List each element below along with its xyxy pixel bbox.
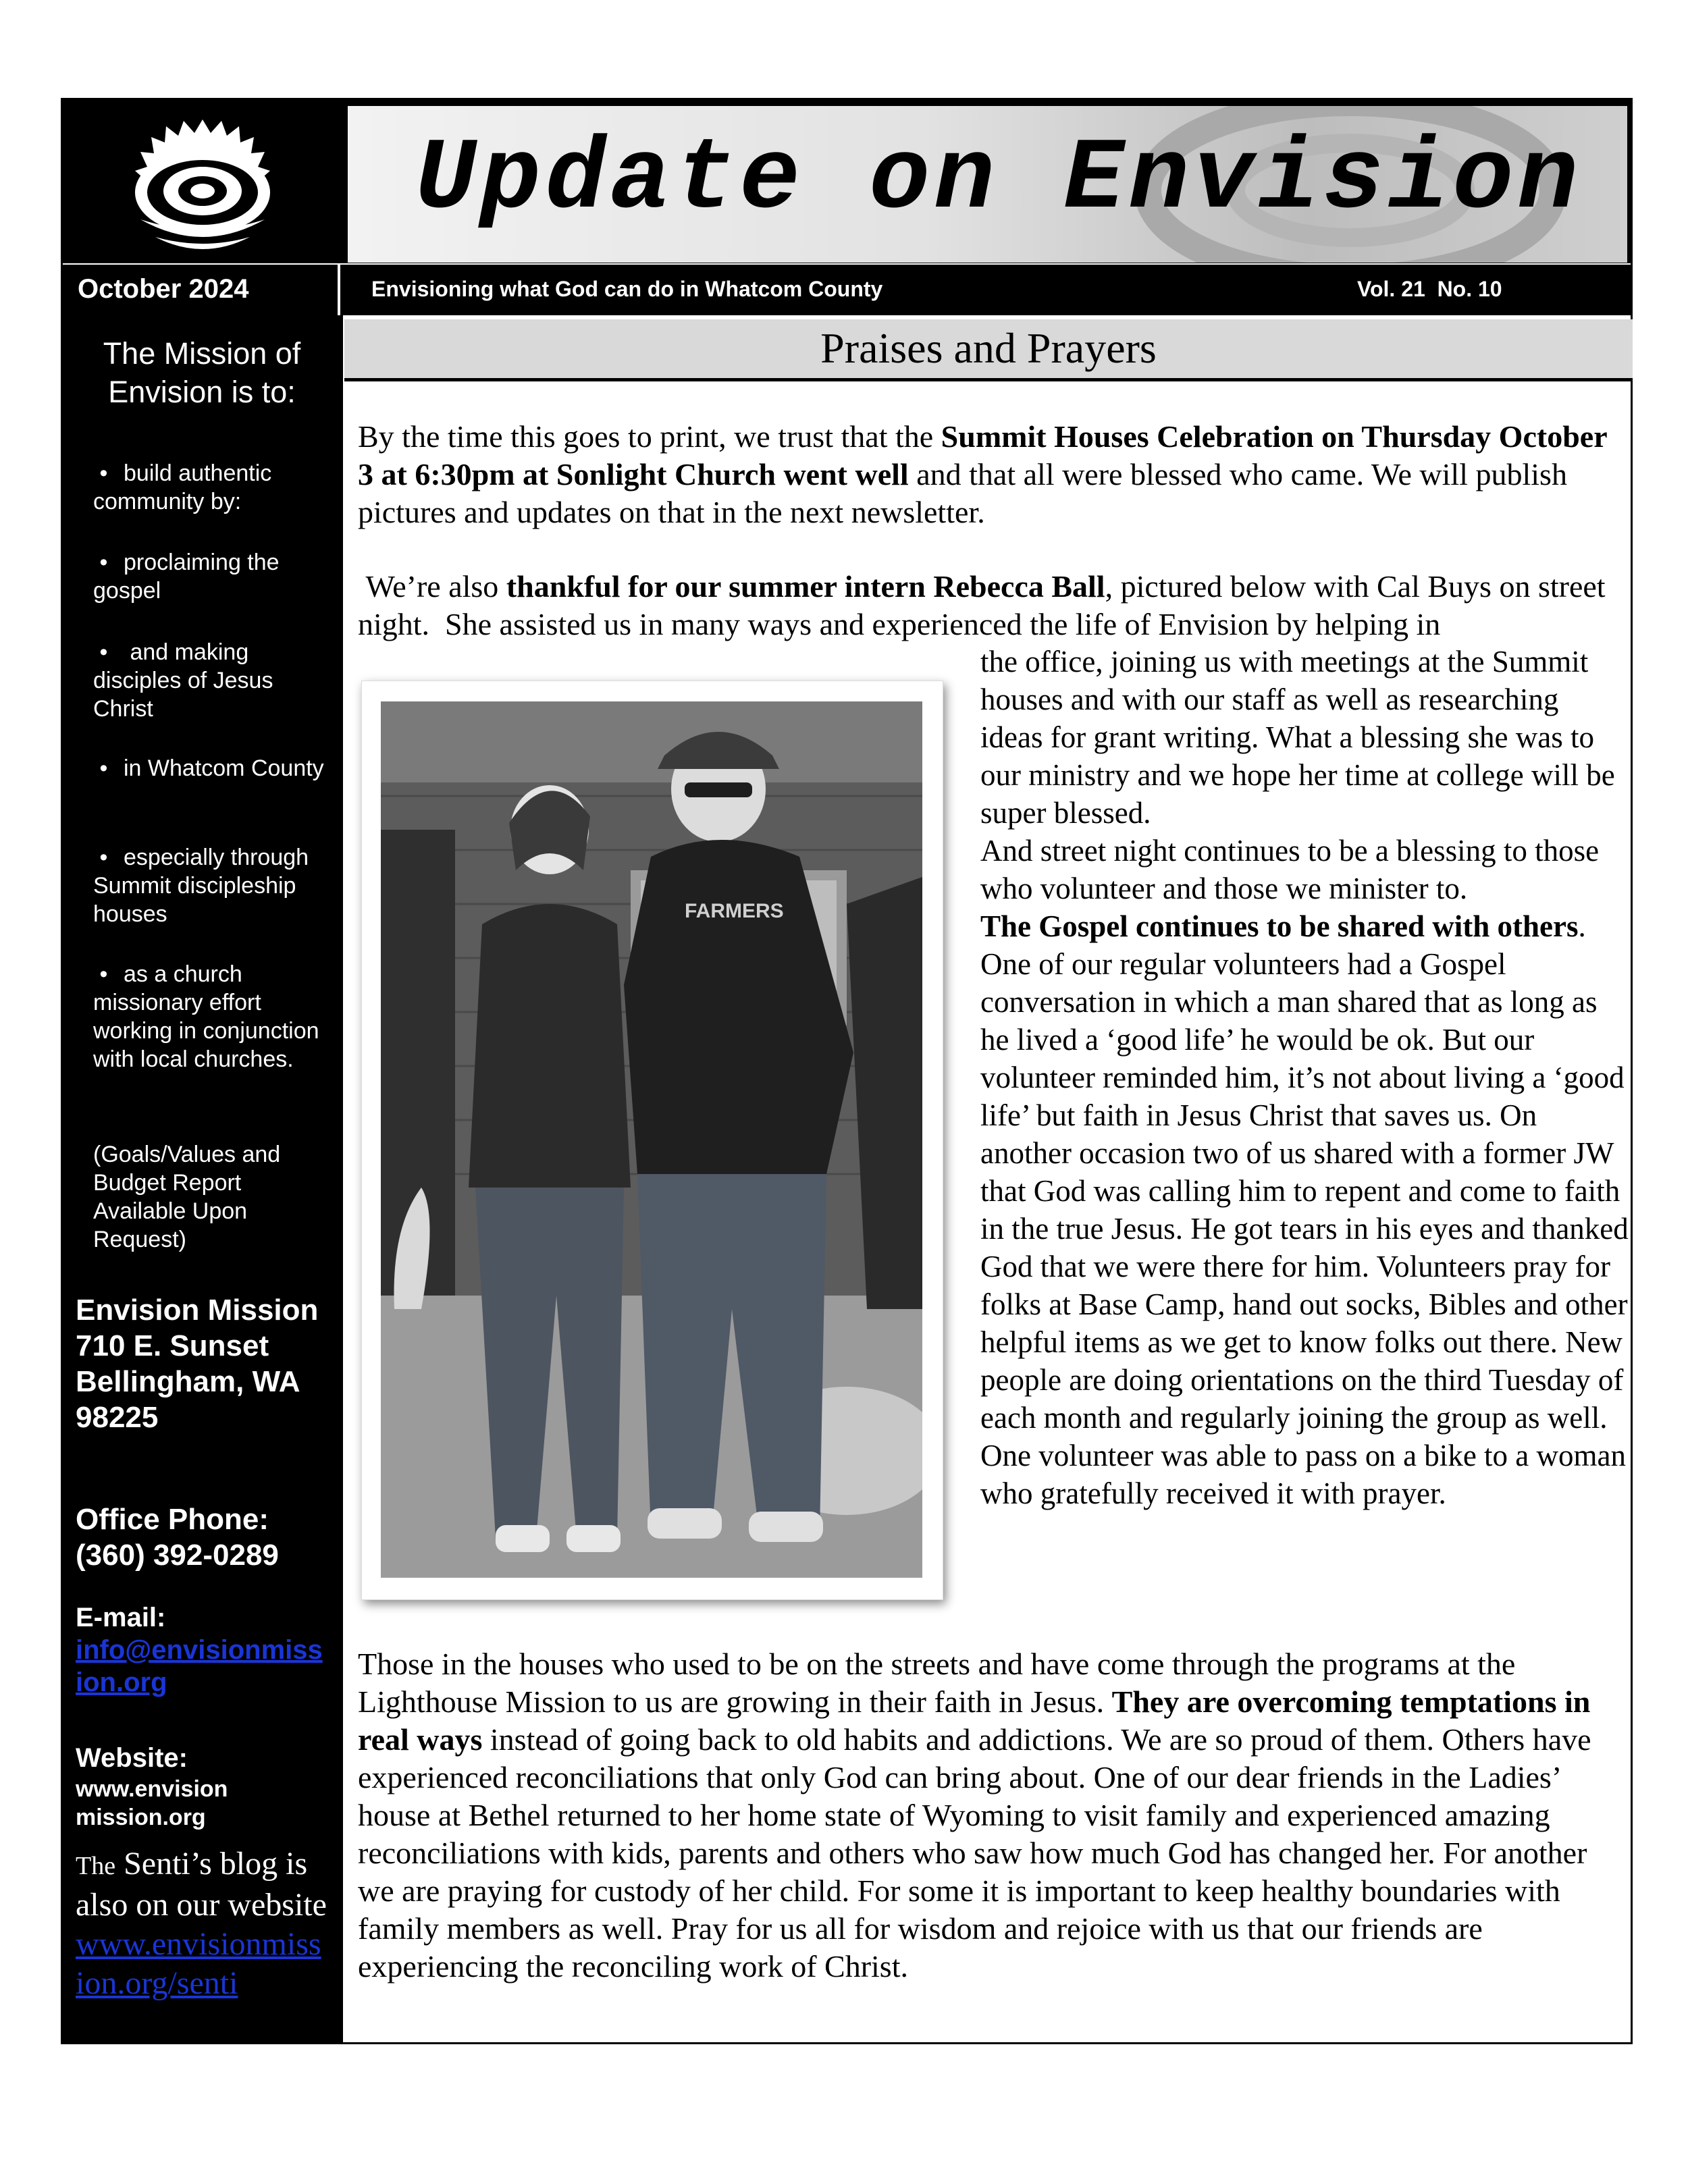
bullet-icon: •: [93, 639, 108, 665]
shirt-lettering: FARMERS: [685, 900, 784, 922]
photo-illustration-icon: [381, 701, 922, 1578]
mission-item: • and making disciples of Jesus Christ: [93, 639, 273, 722]
tagline: Envisioning what God can do in Whatcom County: [371, 277, 883, 301]
paragraph-right-column: the office, joining us with meetings at the Summit houses and with our staff as well as researching ideas for grant writing. What a blessing she was to our ministry and we hope her time at college will be super blessed. And street night continues to be a blessing to those who volunteer and those we minister to. The Gospel continues to be shared with others. One of our regular volunteers had a Gospel conversation in which a man shared that as long as he lived a ‘good life’ he would be ok. But our volunteer reminded him, it’s not about living a ‘good life’ but faith in Jesus Christ that saves us. On another occasion two of us shared with a former JW that God was calling him to repent and come to faith in the true Jesus. He got tears in his eyes and thanked God that we were there for him. Volunteers pray for folks at Base Camp, hand out socks, Bibles and other helpful items as we get to know folks out there. New people are doing orientations on the third Tuesday of each month and regularly joining the group as well. One volunteer was able to pass on a bike to a woman who gratefully received it with prayer.: [980, 645, 1629, 1510]
email-link[interactable]: info@envisionmission.org: [76, 1635, 323, 1697]
mission-item: • in Whatcom County: [93, 755, 324, 781]
website-block: Website: www.envision mission.org: [76, 1741, 339, 1832]
mission-item: • as a church missionary effort working in conjunction with local churches.: [93, 961, 319, 1072]
mission-item: • build authentic community by:: [93, 460, 272, 514]
paragraph-celebration: By the time this goes to print, we trust that the Summit Houses Celebration on Thursday October 3 at 6:30pm at Sonlight Church went well and that all were blessed who came. We will publish pictures and updates on that in the next newsletter.: [358, 419, 1607, 529]
mission-item: • especially through Summit discipleship houses: [93, 845, 309, 927]
org-address: Envision Mission 710 E. Sunset Bellingham, WA 98225: [76, 1294, 319, 1434]
paragraph-intern: We’re also thankful for our summer intern Rebecca Ball, pictured below with Cal Buys on street night. She assisted us in many ways and experienced the life of Envision by helping in: [358, 569, 1614, 641]
website-text: www.envision mission.org: [76, 1776, 228, 1830]
issue-date: October 2024: [78, 274, 249, 304]
phone-block: Office Phone: (360) 392-0289: [76, 1503, 279, 1572]
mission-item: • proclaiming the gospel: [93, 550, 280, 604]
goals-note: (Goals/Values and Budget Report Available Upon Request): [93, 1142, 281, 1252]
strip-divider: [338, 265, 340, 315]
eye-logo-icon: [68, 105, 338, 261]
title-banner: [348, 106, 1627, 263]
envision-logo: [68, 105, 338, 261]
blog-note: The Senti’s blog is also on our website www.envisionmission.org/senti: [76, 1844, 342, 2003]
paragraph-houses: Those in the houses who used to be on the streets and have come through the programs at the Lighthouse Mission to us are growing in their faith in Jesus. They are overcoming temptations in real ways instead of going back to old habits and addictions. We are so proud of them. Others have experienced reconciliations that only God can bring about. One of our dear friends in the Ladies’ house at Bethel returned to her home state of Wyoming to visit family and experienced amazing reconciliations with kids, parents and others who saw how much God has changed her. For another we are praying for custody of her child. For some it is important to keep healthy boundaries with family members as well. Pray for us all for wisdom and rejoice with us that our friends are experiencing the reconciling work of Christ.: [358, 1647, 1591, 1983]
photo-image: [381, 701, 922, 1578]
header-strip: [61, 265, 1633, 315]
volume-number: Vol. 21 No. 10: [1357, 277, 1502, 301]
newsletter-title: Update on Envision: [415, 123, 1583, 238]
section-heading: Praises and Prayers: [344, 319, 1633, 381]
email-block: E-mail: info@envisionmission.org: [76, 1601, 339, 1699]
sidebar: [61, 315, 343, 2044]
bullet-icon: •: [93, 845, 108, 870]
bullet-icon: •: [93, 460, 108, 486]
bullet-icon: •: [93, 961, 108, 987]
bullet-icon: •: [93, 755, 108, 781]
intern-photo: [361, 681, 943, 1600]
bullet-icon: •: [93, 550, 108, 575]
mission-heading: The Mission of Envision is to:: [103, 336, 301, 409]
blog-link[interactable]: www.envisionmission.org/senti: [76, 1926, 321, 2001]
